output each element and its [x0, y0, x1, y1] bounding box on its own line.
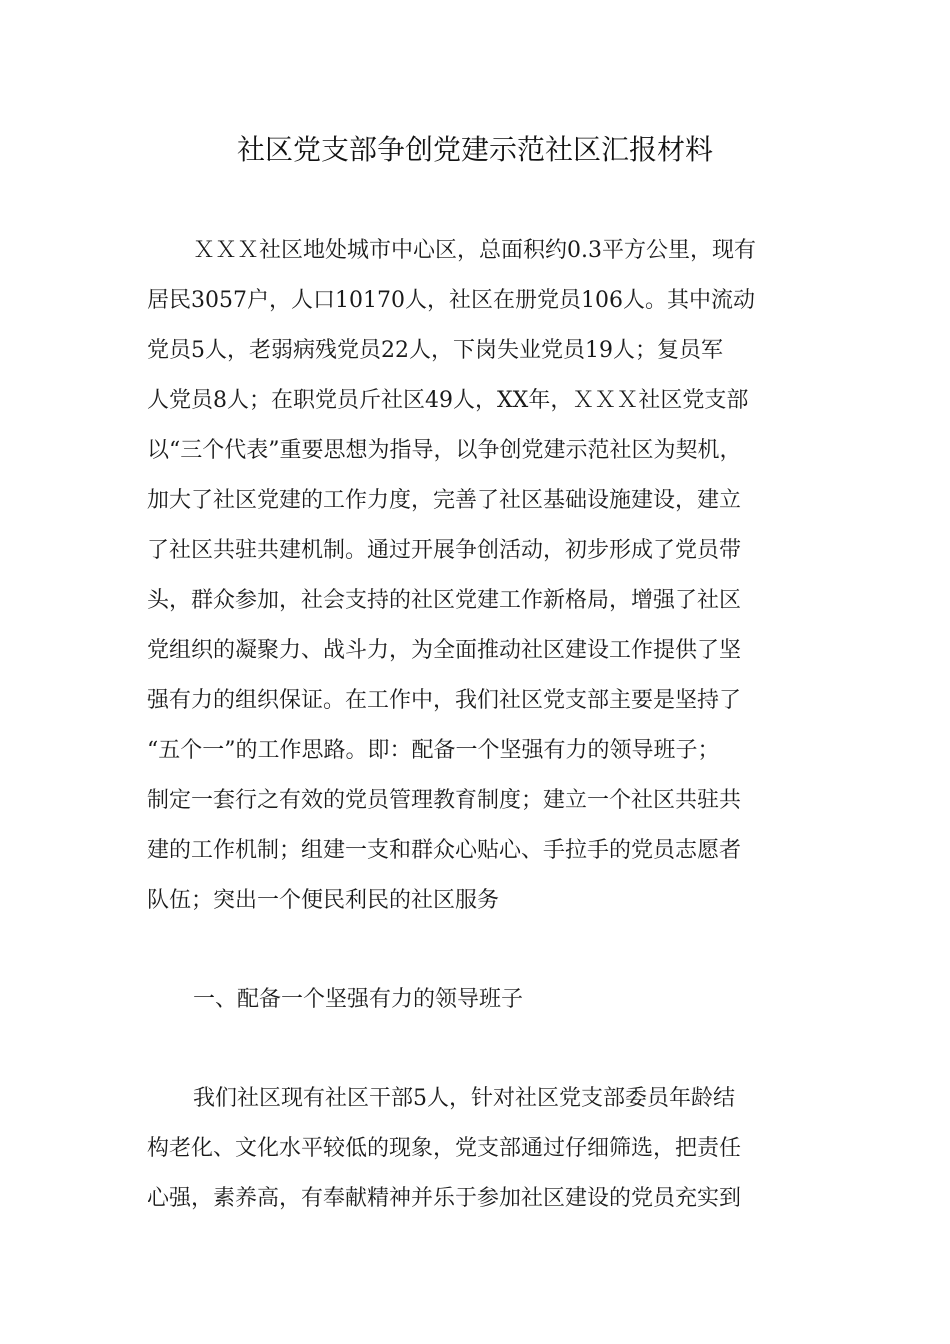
- paragraph-line: 人党员8人；在职党员斤社区49人，XX年，ＸＸＸ社区党支部: [147, 388, 749, 413]
- paragraph-line: 党员5人，老弱病残党员22人，下岗失业党员19人；复员军: [147, 338, 723, 363]
- paragraph-line: 加大了社区党建的工作力度，完善了社区基础设施建设，建立: [147, 488, 742, 513]
- paragraph-line: 头，群众参加，社会支持的社区党建工作新格局，增强了社区: [147, 588, 742, 613]
- paragraph-line: ＸＸＸ社区地处城市中心区，总面积约0.3平方公里，现有: [193, 238, 756, 263]
- paragraph-line: 心强，素养高，有奉献精神并乐于参加社区建设的党员充实到: [147, 1186, 742, 1211]
- paragraph-line: 了社区共驻共建机制。通过开展争创活动，初步形成了党员带: [147, 538, 742, 563]
- paragraph-line: 居民3057户，人口10170人，社区在册党员106人。其中流动: [147, 288, 755, 313]
- paragraph-line: 制定一套行之有效的党员管理教育制度；建立一个社区共驻共: [147, 788, 742, 813]
- paragraph-line: 构老化、文化水平较低的现象，党支部通过仔细筛选，把责任: [147, 1136, 742, 1161]
- paragraph-line: 强有力的组织保证。在工作中，我们社区党支部主要是坚持了: [147, 688, 742, 713]
- paragraph-line: 建的工作机制；组建一支和群众心贴心、手拉手的党员志愿者: [147, 838, 742, 863]
- paragraph-line: 队伍；突出一个便民利民的社区服务: [147, 888, 500, 913]
- document-title: 社区党支部争创党建示范社区汇报材料: [236, 133, 713, 166]
- paragraph-line: 以“三个代表”重要思想为指导，以争创党建示范社区为契机，: [147, 438, 742, 463]
- section-heading: 一、配备一个坚强有力的领导班子: [193, 987, 524, 1012]
- paragraph-line: “五个一”的工作思路。即：配备一个坚强有力的领导班子；: [147, 738, 720, 763]
- paragraph-line: 党组织的凝聚力、战斗力，为全面推动社区建设工作提供了坚: [147, 638, 742, 663]
- paragraph-line: 我们社区现有社区干部5人，针对社区党支部委员年龄结: [193, 1086, 735, 1111]
